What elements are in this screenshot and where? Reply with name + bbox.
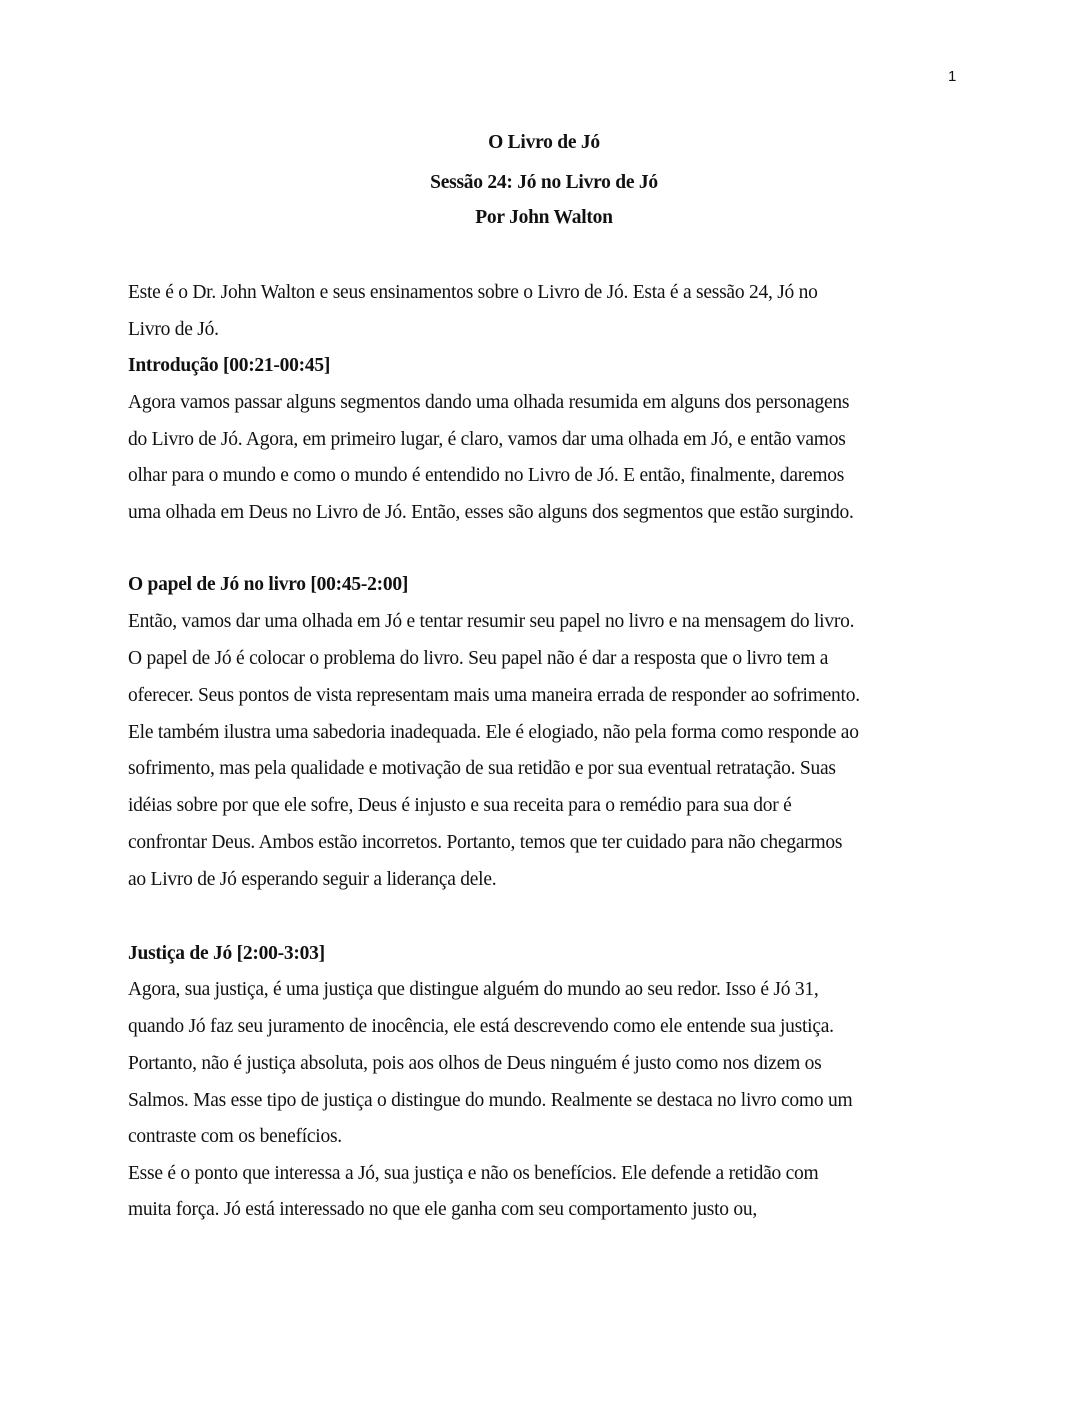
section-heading: Justiça de Jó [2:00-3:03] <box>128 943 325 964</box>
paragraph-line: oferecer. Seus pontos de vista representam mais uma maneira errada de responder ao sofrimento. <box>128 685 860 706</box>
paragraph-line: Agora, sua justiça, é uma justiça que distingue alguém do mundo ao seu redor. Isso é Jó 31, <box>128 979 819 1000</box>
paragraph-line: Então, vamos dar uma olhada em Jó e tentar resumir seu papel no livro e na mensagem do livro. <box>128 611 855 632</box>
paragraph-line: idéias sobre por que ele sofre, Deus é injusto e sua receita para o remédio para sua dor é <box>128 795 792 816</box>
paragraph-line: Portanto, não é justiça absoluta, pois aos olhos de Deus ninguém é justo como nos dizem os <box>128 1053 822 1074</box>
paragraph-line: do Livro de Jó. Agora, em primeiro lugar, é claro, vamos dar uma olhada em Jó, e então vamos <box>128 429 846 450</box>
paragraph-line: uma olhada em Deus no Livro de Jó. Então, esses são alguns dos segmentos que estão surgindo. <box>128 502 854 523</box>
paragraph-line: Ele também ilustra uma sabedoria inadequada. Ele é elogiado, não pela forma como responde ao <box>128 722 859 743</box>
paragraph-line: confrontar Deus. Ambos estão incorretos. Portanto, temos que ter cuidado para não chegarmos <box>128 832 843 853</box>
page-number: 1 <box>948 68 957 85</box>
paragraph-line: O papel de Jó é colocar o problema do livro. Seu papel não é dar a resposta que o livro tem a <box>128 648 829 669</box>
paragraph-line: olhar para o mundo e como o mundo é entendido no Livro de Jó. E então, finalmente, daremos <box>128 465 845 486</box>
document-subtitle: Sessão 24: Jó no Livro de Jó <box>430 172 658 193</box>
paragraph-line: Agora vamos passar alguns segmentos dando uma olhada resumida em alguns dos personagens <box>128 392 850 413</box>
paragraph-line: muita força. Jó está interessado no que ele ganha com seu comportamento justo ou, <box>128 1199 758 1220</box>
section-heading: O papel de Jó no livro [00:45-2:00] <box>128 574 409 595</box>
paragraph-line: Esse é o ponto que interessa a Jó, sua justiça e não os benefícios. Ele defende a retidão com <box>128 1163 819 1184</box>
paragraph-line: quando Jó faz seu juramento de inocência, ele está descrevendo como ele entende sua justiça. <box>128 1016 834 1037</box>
document-author: Por John Walton <box>475 207 613 228</box>
intro-line: Livro de Jó. <box>128 319 219 340</box>
document-title: O Livro de Jó <box>488 132 600 153</box>
paragraph-line: sofrimento, mas pela qualidade e motivação de sua retidão e por sua eventual retratação. Suas <box>128 758 836 779</box>
paragraph-line: contraste com os benefícios. <box>128 1126 342 1147</box>
section-heading: Introdução [00:21-00:45] <box>128 355 331 376</box>
paragraph-line: ao Livro de Jó esperando seguir a liderança dele. <box>128 869 497 890</box>
paragraph-line: Salmos. Mas esse tipo de justiça o distingue do mundo. Realmente se destaca no livro como um <box>128 1090 853 1111</box>
intro-line: Este é o Dr. John Walton e seus ensinamentos sobre o Livro de Jó. Esta é a sessão 24, Jó no <box>128 282 818 303</box>
